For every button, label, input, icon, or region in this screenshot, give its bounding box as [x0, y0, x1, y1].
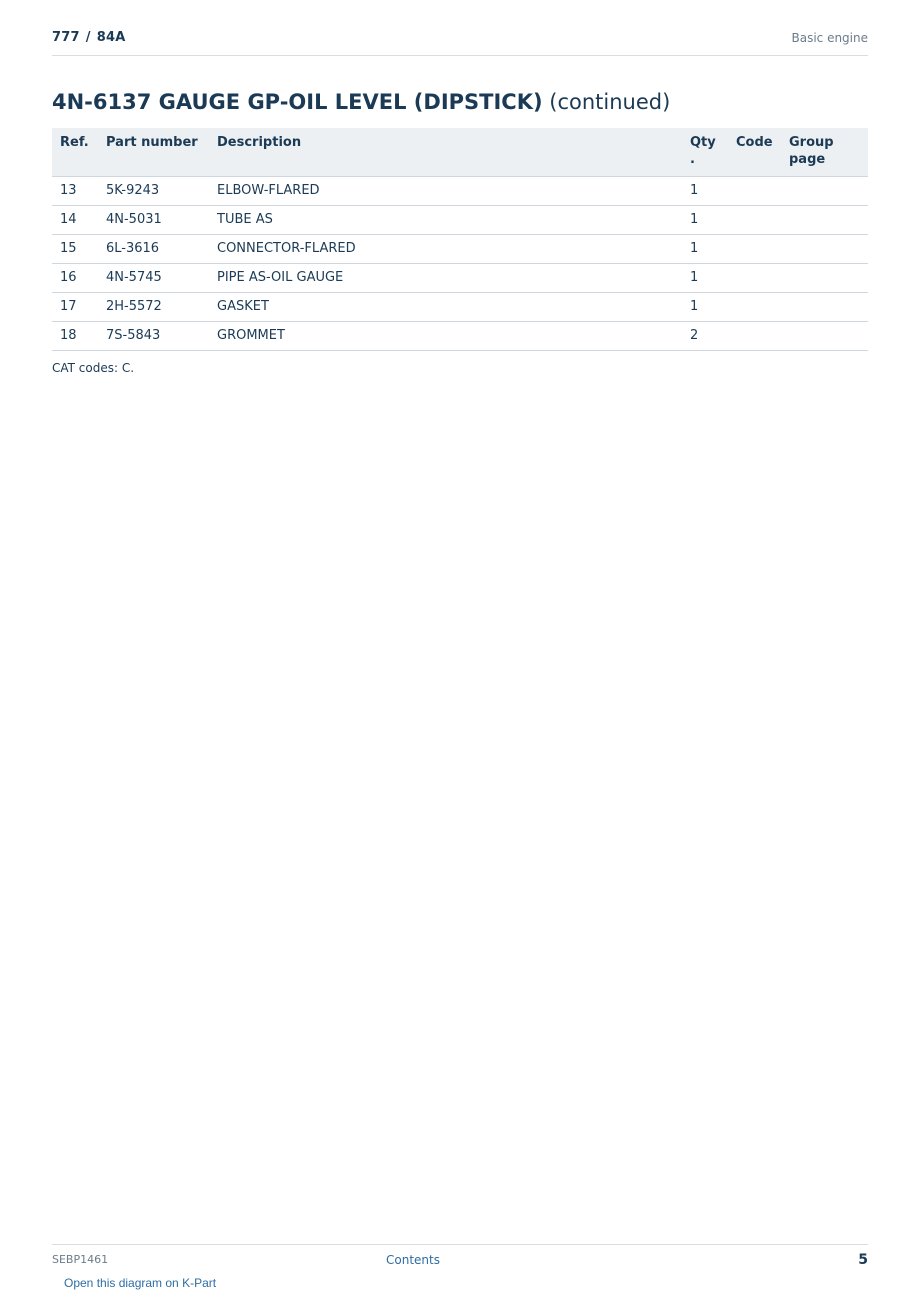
cell-description: ELBOW-FLARED [209, 177, 682, 206]
table-row [52, 206, 868, 235]
header-part-number: Part number [98, 128, 209, 177]
page-number: 5 [858, 1252, 868, 1268]
serial-prefix: 84A [96, 30, 126, 45]
page-header [52, 28, 868, 56]
cell-code [728, 322, 781, 351]
parts-table [52, 128, 868, 351]
header-group-page: Group page [781, 128, 868, 177]
cell-group-page [781, 293, 868, 322]
cell-group-page [781, 322, 868, 351]
cell-ref: 14 [52, 206, 98, 235]
contents-link[interactable]: Contents [386, 1253, 440, 1267]
document-id: SEBP1461 [52, 1253, 109, 1266]
cell-description: TUBE AS [209, 206, 682, 235]
table-row [52, 264, 868, 293]
cell-code [728, 235, 781, 264]
table-row [52, 293, 868, 322]
header-row [52, 128, 868, 177]
table-row [52, 177, 868, 206]
cell-qty: 1 [682, 264, 728, 293]
cell-description: GROMMET [209, 322, 682, 351]
title-suffix: (continued) [549, 90, 671, 114]
section-name: Basic engine [791, 31, 868, 45]
open-kpart-link[interactable]: Open this diagram on K-Part [64, 1276, 217, 1290]
header-description: Description [209, 128, 682, 177]
cell-part-number: 6L-3616 [98, 235, 209, 264]
page-title [52, 90, 670, 114]
cell-qty: 2 [682, 322, 728, 351]
cell-group-page [781, 177, 868, 206]
cell-qty: 1 [682, 177, 728, 206]
header-ref: Ref. [52, 128, 98, 177]
cell-ref: 16 [52, 264, 98, 293]
model-breadcrumb [52, 30, 125, 45]
cell-part-number: 4N-5745 [98, 264, 209, 293]
cell-ref: 17 [52, 293, 98, 322]
model-number: 777 [52, 30, 80, 45]
cell-group-page [781, 264, 868, 293]
table-row [52, 235, 868, 264]
cat-codes-note: CAT codes: C. [52, 361, 135, 375]
cell-part-number: 2H-5572 [98, 293, 209, 322]
cell-code [728, 206, 781, 235]
header-code: Code [728, 128, 781, 177]
cell-ref: 15 [52, 235, 98, 264]
cell-description: GASKET [209, 293, 682, 322]
table-row [52, 322, 868, 351]
cell-qty: 1 [682, 235, 728, 264]
cell-group-page [781, 206, 868, 235]
cell-code [728, 264, 781, 293]
header-qty [682, 128, 728, 177]
cell-part-number: 5K-9243 [98, 177, 209, 206]
cell-group-page [781, 235, 868, 264]
cell-part-number: 7S-5843 [98, 322, 209, 351]
cell-part-number: 4N-5031 [98, 206, 209, 235]
cell-description: PIPE AS-OIL GAUGE [209, 264, 682, 293]
cell-ref: 13 [52, 177, 98, 206]
breadcrumb-separator: / [85, 30, 91, 45]
parts-table-header [52, 128, 868, 177]
parts-table-body [52, 177, 868, 351]
cell-ref: 18 [52, 322, 98, 351]
header-qty-label: Qty . [690, 135, 716, 167]
cell-code [728, 293, 781, 322]
cell-code [728, 177, 781, 206]
title-main: 4N-6137 GAUGE GP-OIL LEVEL (DIPSTICK) [52, 90, 543, 114]
footer-divider [52, 1244, 868, 1245]
cell-description: CONNECTOR-FLARED [209, 235, 682, 264]
cell-qty: 1 [682, 293, 728, 322]
cell-qty: 1 [682, 206, 728, 235]
